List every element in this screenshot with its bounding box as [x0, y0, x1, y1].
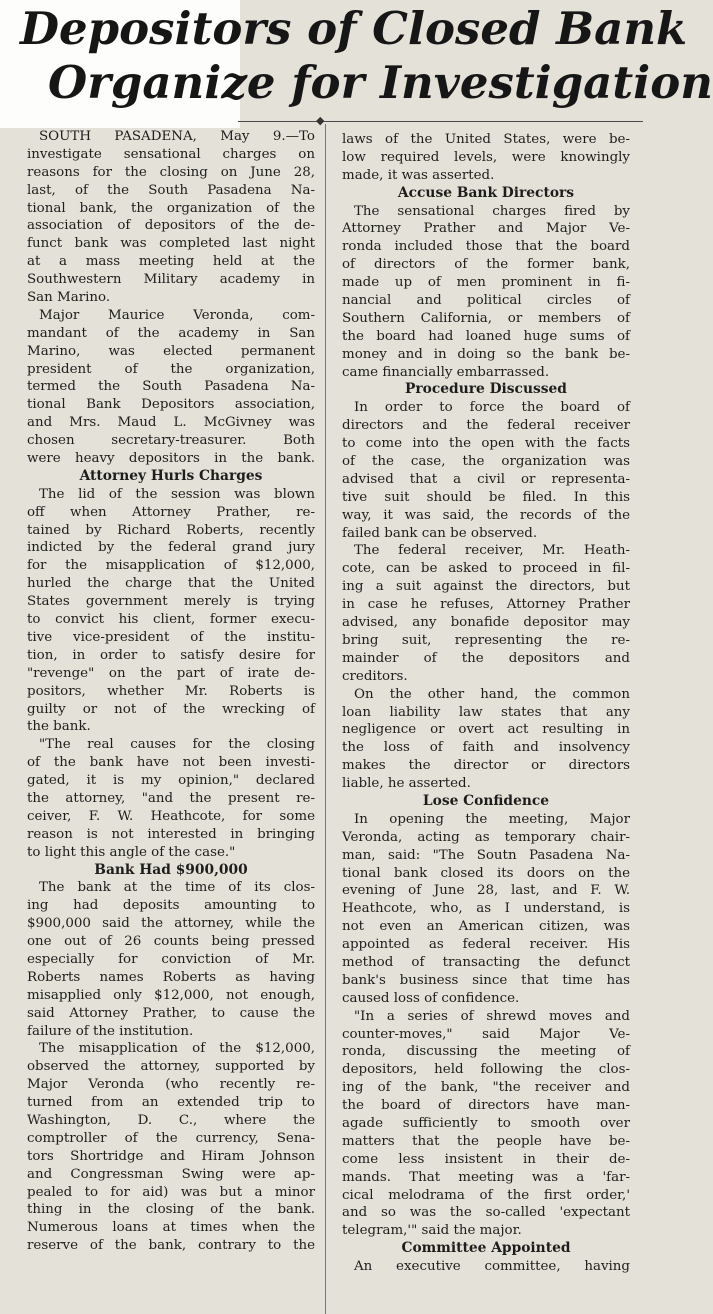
- text-line: tional Bank Depositors association,: [27, 397, 315, 413]
- text-line: made up of men prominent in fi-: [342, 275, 630, 291]
- text-line: Marino, was elected permanent: [27, 343, 315, 359]
- text-line: turned from an extended trip to: [27, 1095, 315, 1111]
- text-line: funct bank was completed last night: [27, 236, 315, 252]
- text-line: off when Attorney Prather, re-: [27, 504, 315, 520]
- subheading: Attorney Hurls Charges: [79, 467, 263, 484]
- text-line: tion, in order to satisfy desire for: [27, 647, 315, 663]
- text-line: tional bank closed its doors on the: [342, 865, 630, 881]
- text-line: were heavy depositors in the bank.: [27, 451, 315, 467]
- text-line: reasons for the closing on June 28,: [27, 164, 315, 180]
- text-line: bank's business since that time has: [342, 972, 630, 988]
- text-line: cical melodrama of the first order,': [342, 1187, 630, 1203]
- text-line: ing of the bank, "the receiver and: [342, 1080, 630, 1096]
- text-line: to come into the open with the facts: [342, 436, 630, 452]
- text-line: The federal receiver, Mr. Heath-: [354, 543, 630, 559]
- text-line: chosen secretary-treasurer. Both: [27, 433, 315, 449]
- text-line: comptroller of the currency, Sena-: [27, 1130, 315, 1146]
- text-line: cote, can be asked to proceed in fil-: [342, 561, 630, 577]
- article-column-left: [27, 128, 315, 1255]
- text-line: liable, he asserted.: [342, 776, 471, 792]
- article-column-right: [342, 131, 630, 1276]
- text-line: last, of the South Pasadena Na-: [27, 182, 315, 198]
- text-line: depositors, held following the clos-: [342, 1062, 630, 1078]
- text-line: Southern California, or members of: [342, 310, 630, 326]
- text-line: loan liability law states that any: [342, 704, 630, 720]
- text-line: reason is not interested in bringing: [27, 826, 315, 842]
- text-line: tained by Richard Roberts, recently: [27, 522, 315, 538]
- text-line: creditors.: [342, 668, 408, 684]
- text-line: States government merely is trying: [27, 594, 315, 610]
- text-line: observed the attorney, supported by: [27, 1059, 315, 1075]
- text-line: ing had deposits amounting to: [27, 898, 315, 914]
- text-line: telegram,'" said the major.: [342, 1223, 522, 1239]
- text-line: "In a series of shrewd moves and: [354, 1008, 630, 1024]
- text-line: $900,000 said the attorney, while the: [27, 916, 315, 932]
- text-line: came financially embarrassed.: [342, 364, 550, 380]
- text-line: counter-moves," said Major Ve-: [342, 1026, 630, 1042]
- text-line: thing in the closing of the bank.: [27, 1202, 315, 1218]
- text-line: The misapplication of the $12,000,: [39, 1041, 315, 1057]
- text-line: of the bank have not been investi-: [27, 755, 315, 771]
- text-line: advised that a civil or representa-: [342, 471, 630, 487]
- text-line: ceiver, F. W. Heathcote, for some: [27, 808, 315, 824]
- text-line: low required levels, were knowingly: [342, 149, 630, 165]
- text-line: said Attorney Prather, to cause the: [27, 1005, 315, 1021]
- text-line: for the misapplication of $12,000,: [27, 558, 315, 574]
- text-line: evening of June 28, last, and F. W.: [342, 883, 630, 899]
- text-line: reserve of the bank, contrary to the: [27, 1238, 315, 1254]
- text-line: termed the South Pasadena Na-: [27, 379, 315, 395]
- text-line: the bank.: [27, 719, 91, 735]
- text-line: and Mrs. Maud L. McGivney was: [27, 415, 315, 431]
- text-line: pealed to for aid) was but a minor: [27, 1184, 315, 1200]
- text-line: way, it was said, the records of the: [342, 507, 630, 523]
- text-line: San Marino.: [27, 290, 111, 306]
- text-line: to light this angle of the case.": [27, 844, 236, 860]
- text-line: tional bank, the organization of the: [27, 200, 315, 216]
- text-line: The lid of the session was blown: [39, 486, 315, 502]
- text-line: method of transacting the defunct: [342, 954, 630, 970]
- text-line: tive suit should be filed. In this: [342, 489, 630, 505]
- text-line: tive vice-president of the institu-: [27, 629, 315, 645]
- text-line: Major Veronda (who recently re-: [27, 1077, 315, 1093]
- text-line: and Congressman Swing were ap-: [27, 1166, 315, 1182]
- text-line: misapplied only $12,000, not enough,: [27, 987, 315, 1003]
- text-line: mands. That meeting was a 'far-: [342, 1169, 630, 1185]
- text-line: mandant of the academy in San: [27, 325, 315, 341]
- text-line: hurled the charge that the United: [27, 576, 315, 592]
- text-line: Washington, D. C., where the: [27, 1112, 315, 1128]
- text-line: the board of directors have man-: [342, 1098, 630, 1114]
- text-line: and so was the so-called 'expectant: [342, 1205, 630, 1221]
- subheading: Bank Had $900,000: [94, 861, 248, 878]
- text-line: advised, any bonafide depositor may: [342, 615, 630, 631]
- text-line: in case he refuses, Attorney Prather: [342, 597, 630, 613]
- text-line: laws of the United States, were be-: [342, 132, 630, 147]
- text-line: Roberts names Roberts as having: [27, 969, 315, 985]
- text-line: man, said: "The Soutn Pasadena Na-: [342, 847, 630, 863]
- text-line: ronda, discussing the meeting of: [342, 1044, 630, 1060]
- text-line: mainder of the depositors and: [342, 650, 630, 666]
- text-line: makes the director or directors: [342, 758, 630, 774]
- text-line: ronda included those that the board: [342, 239, 630, 255]
- text-line: money and in doing so the bank be-: [342, 346, 630, 362]
- text-line: Southwestern Military academy in: [27, 272, 315, 288]
- text-line: The bank at the time of its clos-: [39, 880, 315, 896]
- text-line: of the case, the organization was: [342, 454, 630, 470]
- headline-line-2: Organize for Investigation: [48, 56, 713, 109]
- text-line: On the other hand, the common: [354, 686, 630, 702]
- text-line: SOUTH PASADENA, May 9.—To: [39, 129, 315, 144]
- text-line: indicted by the federal grand jury: [27, 540, 315, 556]
- text-line: the board had loaned huge sums of: [342, 328, 630, 344]
- text-line: Numerous loans at times when the: [27, 1220, 315, 1236]
- text-line: the attorney, "and the present re-: [27, 790, 315, 806]
- text-line: directors and the federal receiver: [342, 418, 630, 434]
- text-line: bring suit, representing the re-: [342, 632, 630, 648]
- text-line: investigate sensational charges on: [27, 146, 315, 162]
- text-line: caused loss of confidence.: [342, 990, 520, 1006]
- text-line: matters that the people have be-: [342, 1133, 630, 1149]
- text-line: the loss of faith and insolvency: [342, 740, 630, 756]
- text-line: "revenge" on the part of irate de-: [27, 665, 315, 681]
- text-line: negligence or overt act resulting in: [342, 722, 630, 738]
- text-line: association of depositors of the de-: [27, 218, 315, 234]
- subheading: Procedure Discussed: [405, 381, 567, 398]
- text-line: Attorney Prather and Major Ve-: [342, 221, 630, 237]
- subheading: Committee Appointed: [401, 1240, 571, 1257]
- text-line: made, it was asserted.: [342, 167, 495, 183]
- text-line: appointed as federal receiver. His: [342, 937, 630, 953]
- text-line: nancial and political circles of: [342, 293, 630, 309]
- headline-block: [0, 0, 713, 120]
- text-line: agade sufficiently to smooth over: [342, 1115, 630, 1131]
- text-line: not even an American citizen, was: [342, 919, 630, 935]
- text-line: failed bank can be observed.: [342, 525, 538, 541]
- text-line: president of the organization,: [27, 361, 315, 377]
- text-line: In order to force the board of: [354, 400, 630, 416]
- text-line: guilty or not of the wrecking of: [27, 701, 315, 717]
- text-line: come less insistent in their de-: [342, 1151, 630, 1167]
- text-line: "The real causes for the closing: [39, 737, 315, 753]
- text-line: tors Shortridge and Hiram Johnson: [27, 1148, 315, 1164]
- text-line: ing a suit against the directors, but: [342, 579, 630, 595]
- text-line: positors, whether Mr. Roberts is: [27, 683, 315, 699]
- text-line: The sensational charges fired by: [354, 203, 630, 219]
- text-line: failure of the institution.: [27, 1023, 194, 1039]
- text-line: Major Maurice Veronda, com-: [39, 307, 315, 323]
- headline-rule: [238, 121, 643, 122]
- text-line: to convict his client, former execu-: [27, 612, 315, 628]
- headline-line-1: Depositors of Closed Bank: [20, 2, 688, 55]
- subheading: Accuse Bank Directors: [397, 184, 575, 201]
- subheading: Lose Confidence: [422, 792, 550, 809]
- text-line: one out of 26 counts being pressed: [27, 934, 315, 950]
- text-line: In opening the meeting, Major: [354, 811, 630, 827]
- text-line: especially for conviction of Mr.: [27, 951, 315, 967]
- text-line: Heathcote, who, as I understand, is: [342, 901, 630, 917]
- text-line: at a mass meeting held at the: [27, 254, 315, 270]
- text-line: gated, it is my opinion," declared: [27, 773, 315, 789]
- column-divider: [325, 124, 326, 1314]
- text-line: An executive committee, having: [354, 1259, 630, 1275]
- text-line: Veronda, acting as temporary chair-: [342, 829, 630, 845]
- text-line: of directors of the former bank,: [342, 257, 630, 273]
- rule-ornament: ◆: [316, 114, 325, 127]
